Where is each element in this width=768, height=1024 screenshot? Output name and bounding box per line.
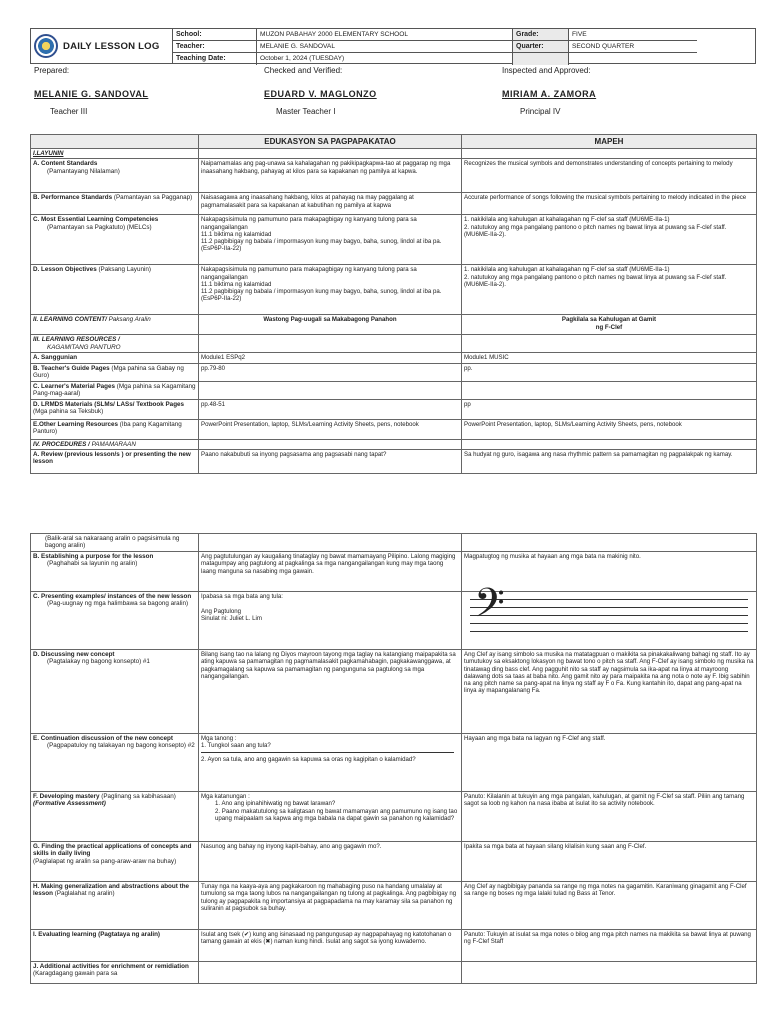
learning-resources-sub: KAGAMITANG PANTURO [47,343,121,351]
row-label-performance-standards [31,193,199,215]
learning-content-mapeh [462,315,757,335]
f-clef-staff [464,580,754,639]
empty-cell [462,962,757,984]
school-label: School: [173,29,257,41]
application-mapeh: Ipakita sa mga bata at hayaan silang kilalisin kung saan ang F-Clef. [462,842,757,882]
empty-cell [199,381,462,399]
melcs-label: C. Most Essential Learning Competencies [33,216,159,224]
continuation-mapeh: Hayaan ang mga bata na lagyan ng F-Clef ang staff. [462,734,757,792]
lesson-objectives-label: D. Lesson Objectives [33,266,97,274]
quarter-value: SECOND QUARTER [569,41,697,53]
empty-cell [462,335,757,353]
row-label-additional-activities [31,962,199,984]
performance-standards-mapeh: Accurate performance of songs following the musical symbols pertaining to melody indicated in the piece [462,193,757,215]
row-label-lesson-objectives [31,265,199,315]
empty-cell [462,439,757,449]
grade-label: Grade: [513,29,569,41]
row-label-learning-content [31,315,199,335]
additional-activities-sub: (Karagdagang gawain para sa [33,970,118,978]
mastery-esp-line: 1. Ano ang ipinahihiwatig ng bawat larawan? [215,800,336,808]
answer-line [201,752,454,753]
checked-label: Checked and Verified: [264,66,343,75]
learning-resources-label: III. LEARNING RESOURCES / [33,336,120,344]
examples-esp-line: Ipabasa sa mga bata ang tula: [201,593,283,600]
section-layunin: I.LAYUNIN [31,149,199,159]
lesson-objectives-mapeh [462,265,757,315]
continuation-esp [199,734,462,792]
staff-line [470,607,748,608]
melcs-mapeh-line: 1. nakikilala ang kahulugan at kahalagahan ng F-clef sa staff (MU6ME-IIa-1) [464,216,670,224]
review-esp: Paano nakabubuti sa inyong pagsasama ang pagsasabi nang tapat? [199,449,462,473]
staff-line [470,615,748,616]
teachers-guide-mapeh: pp. [462,363,757,381]
application-esp: Nasunog ang bahay ng inyong kapit-bahay, ano ang gagawin mo?. [199,842,462,882]
procedures-sub: PAMAMARAAN [91,440,136,448]
row-label-examples [31,592,199,650]
grade-value: FIVE [569,29,697,41]
lesson-objectives-esp [199,265,462,315]
evaluation-label: I. Evaluating learning [33,931,97,938]
continuation-label: E. Continuation discussion of the new concept [33,735,173,742]
row-label-learning-resources [31,335,199,353]
row-label-sanggunian: A. Sanggunian [31,353,199,363]
row-label-application [31,842,199,882]
learning-content-sub: Paksang Aralin [108,316,151,324]
checked-name: EDUARD V. MAGLONZO [264,89,377,99]
teachers-guide-label: B. Teacher's Guide Pages [33,364,110,372]
performance-standards-esp: Naisasagawa ang inaasahang hakbang, kilos at pahayag na may paggalang at pagmamalasakit para sa kapakanan at kabutihan ng pamilya at kapwa [199,193,462,215]
row-label-continuation [31,734,199,792]
staff-line [470,631,748,632]
purpose-esp: Ang pagtutulungan ay kaugaliang tinataglay ng bawat mamamayang Pilipino. Lalong magiging matagumpay ang pagtulong at pagkalinga sa mga nangangailangan kung may mga taong laang manguna sa nasabing mga gawain. [199,552,462,592]
mastery-label: F. Developing mastery [33,793,100,800]
row-label-new-concept [31,650,199,734]
purpose-sub: (Paghahabi sa layunin ng aralin) [47,560,138,568]
empty-cell [462,534,757,552]
sanggunian-esp: Module1 ESPq2 [199,353,462,363]
signature-block [30,64,756,134]
performance-standards-sub: (Pamantayan sa Pagganap) [113,194,193,202]
date-value: October 1, 2024 (TUESDAY) [257,53,513,65]
melcs-sub: (Pamantayan sa Pagkatuto) (MELCs) [47,223,152,231]
date-label: Teaching Date: [173,53,257,65]
learners-material-sub: (Mga pahina sa Kagamitang Pang-mag-aaral) [33,382,196,397]
header-logo-cell [31,29,173,63]
page-1 [30,28,756,474]
mastery-mapeh: Panuto: Kilalanin at tukuyin ang mga pangalan, kahulugan, at gamit ng F-Clef sa staff. Piliin ang tamang sagot sa loob ng kahon na nasa ibaba at isulat ito sa activity notebook. [462,792,757,842]
row-label-content-standards [31,159,199,193]
school-value: MUZON PABAHAY 2000 ELEMENTARY SCHOOL [257,29,513,41]
mastery-esp [199,792,462,842]
poem-title: Ang Pagtulong [201,607,241,615]
new-concept-mapeh: Ang Clef ay isang simbolo sa musika na matatagpuan o makikita sa pinakakaliwang bahagi ng staff. Ito ay tumutukoy sa eksaktong lokasyon ng bawat tono o pitch sa staff. Ang F-Clef ay isang simbolo ng musika na tinatawag ding bass clef. Ang pagguhit nito sa staff ay nagsimula sa ika-apat na linya at mayroong dalawang dots sa taas at baba nito. Ang gamit nito ay para maipakita na ang nota o note ay F. Ibig sabihin na ang pitch name sa pang-apat na linya ng staff ay F o Fa. Kung kantahin ito, dapat ang pang-apat na linya ay mapangalanang Fa. [462,650,757,734]
continuation-esp-line: 2. Ayon sa tula, ano ang gagawin sa kapuwa sa oras ng kagipitan o kalamidad? [201,755,416,763]
teacher-label: Teacher: [173,41,257,53]
learning-content-esp: Wastong Pag-uugali sa Makabagong Panahon [199,315,462,335]
lesson-objectives-mapeh-line: 2. natutukoy ang mga pangalang pantono o pitch names ng bawat linya at puwang sa F-clef staff. (MU6ME-IIa-2). [464,273,727,288]
empty-cell [462,149,757,159]
lesson-table-page-1 [30,134,757,474]
additional-activities-label: J. Additional activities for enrichment or remidiation [33,963,189,970]
lesson-objectives-esp-line: Nakapagsisimula ng pamumuno para makapagbigay ng kanyang tulong para sa nangangailangan [201,266,417,281]
row-label-other-resources [31,419,199,439]
staff-line [470,599,748,600]
application-sub: (Paglalapat ng aralin sa pang-araw-araw na buhay) [33,857,177,865]
row-label-learners-material [31,381,199,399]
new-concept-esp: Bilang isang tao na lalang ng Diyos mayroon tayong mga taglay na katangiang maipapakita sa ating kapuwa sa pamamagitan ng pagmamalasakit pagkamahabagin, pagkakawanggawa, at pagkamagalang sa kapuwa sa pamamagitan ng pangunguna sa pagtulong sa mga nangangailangan. [199,650,462,734]
row-label-purpose [31,552,199,592]
melcs-mapeh-line: 2. natutukoy ang mga pangalang pantono o pitch names ng bawat linya at puwang sa F-clef staff. (MU6ME-IIa-2). [464,223,727,238]
melcs-esp-line: Nakapagsisimula ng pamumuno para makapagbigay ng kanyang tulong para sa nangangailangan [201,216,417,231]
examples-esp [199,592,462,650]
empty-cell [199,962,462,984]
lrmds-mapeh: pp [462,399,757,419]
examples-label: C. Presenting examples/ instances of the new lesson [33,593,192,600]
row-label-procedures [31,439,199,449]
lesson-objectives-mapeh-line: 1. nakikilala ang kahulugan at kahalagahan ng F-clef sa staff (MU6ME-IIa-1) [464,266,670,274]
performance-standards-label: B. Performance Standards [33,194,113,202]
procedures-label: IV. PROCEDURES / [33,440,90,448]
approved-name: MIRIAM A. ZAMORA [502,89,597,99]
empty-cell [199,335,462,353]
approved-role: Principal IV [520,107,561,116]
melcs-esp-line: 11.2 pagbibigay ng babala / impormasyon kung may bagyo, baha, sunog, lindol at iba pa. (EsP6P-IIa-22) [201,238,442,253]
teachers-guide-esp: pp.79-80 [199,363,462,381]
other-resources-esp: PowerPoint Presentation, laptop, SLMs/Learning Activity Sheets, pens, notebook [199,419,462,439]
content-standards-sub: (Pamantayang Nilalaman) [47,167,120,175]
other-resources-mapeh: PowerPoint Presentation, laptop, SLMs/Learning Activity Sheets, pens, notebook [462,419,757,439]
empty-cell [199,534,462,552]
lesson-objectives-esp-line: 11.2 pagbibigay ng babala / impormasyon kung may bagyo, baha, sunog, lindol at iba pa. (EsP6P-IIa-22) [201,288,442,303]
empty-cell [199,439,462,449]
f-clef-icon: 𝄢 [474,580,505,636]
deped-seal-icon [34,34,58,58]
prepared-role: Teacher III [50,107,88,116]
melcs-mapeh [462,215,757,265]
column-header-mapeh: MAPEH [462,135,757,149]
generalization-mapeh: Ang Clef ay nagbibigay pananda sa range ng mga notes na gagamitin. Karaniwang ginagamit ang F-Clef sa range ng boses ng mga lalaki tulad ng Bass at Tenor. [462,882,757,930]
page-2 [30,533,756,984]
teachers-guide-sub: (Mga pahina sa Gabay ng Guro) [33,364,184,379]
review-mapeh: Sa hudyat ng guro, isagawa ang nasa rhythmic pattern sa pamamagitan ng pagpalakpak ng kamay. [462,449,757,473]
teacher-value: MELANIE G. SANDOVAL [257,41,513,53]
empty-cell [462,381,757,399]
new-concept-sub: (Pagtalakay ng bagong konsepto) #1 [47,658,150,666]
learning-content-mapeh-line: ng F-Clef [595,323,623,331]
evaluation-mapeh: Panuto: Tukuyin at isulat sa mga notes o bilog ang mga pitch names na makikita sa bawat linya at puwang ng F-Clef Staff [462,930,757,962]
review-continuation-label: (Balik-aral sa nakaraang aralin o pagsisimula ng bagong aralin) [31,534,199,552]
lrmds-esp: pp.48-51 [199,399,462,419]
lesson-objectives-esp-line: 11.1 biktima ng kalamidad [201,280,272,288]
formative-assessment-label: (Formative Assessment) [33,800,106,808]
mastery-esp-line: Mga katanungan : [201,793,250,800]
poem-author: Sinulat ni: Juliet L. Lim [201,614,262,622]
document-title: DAILY LESSON LOG [63,40,160,52]
continuation-sub: (Pagpapatuloy ng talakayan ng bagong konsepto) #2 [47,742,195,750]
generalization-esp: Tunay nga na kaaya-aya ang pagkakaroon ng mahabaging puso na handang umalalay at tumulong sa mga taong lubos na nangangailangan ng tulong at pagkalinga. Ang pagbibigay ng tulong ay pagpapakita ng importansiya at pagpapadama na may karamay sila sa panahon ng suliranin at pagsubok sa buhay. [199,882,462,930]
melcs-esp [199,215,462,265]
content-standards-label: A. Content Standards [33,160,98,168]
quarter-label: Quarter: [513,41,569,53]
learning-content-label: II. LEARNING CONTENT/ [33,316,107,324]
header-grid [173,29,755,63]
melcs-esp-line: 11.1 biktima ng kalamidad [201,230,272,238]
sanggunian-mapeh: Module1 MUSIC [462,353,757,363]
row-label-teachers-guide [31,363,199,381]
lrmds-label: D. LRMDS Materials (SLMs/ LASs/ Textbook Pages [33,400,185,408]
purpose-mapeh: Magpatugtog ng musika at hayaan ang mga bata na makinig nito. [462,552,757,592]
content-standards-mapeh: Recognizes the musical symbols and demonstrates understanding of concepts pertaining to melody [462,159,757,193]
column-header-esp: EDUKASYON SA PAGPAPAKATAO [199,135,462,149]
examples-sub: (Pag-uugnay ng mga halimbawa sa bagong aralin) [47,600,189,608]
row-label-generalization [31,882,199,930]
learners-material-label: C. Learner's Material Pages [33,382,115,390]
corner-cell [31,135,199,149]
other-resources-sub: (Iba pang Kagamitang Panturo) [33,420,182,435]
mastery-sub: (Paglinang sa kabihasaan) [101,793,176,800]
continuation-esp-line: 1. Tungkol saan ang tula? [201,742,271,750]
lesson-table-page-2 [30,533,757,984]
purpose-label: B. Establishing a purpose for the lesson [33,553,154,560]
row-label-lrmds [31,399,199,419]
new-concept-label: D. Discussing new concept [33,651,115,658]
staff-line [470,623,748,624]
approved-label: Inspected and Approved: [502,66,591,75]
lrmds-sub: (Mga pahina sa Teksbuk) [33,407,104,415]
checked-role: Master Teacher I [276,107,336,116]
prepared-label: Prepared: [34,66,70,75]
learning-content-mapeh-line: Pagkilala sa Kahulugan at Gamit [561,316,657,324]
mastery-esp-line: 2. Paano makatutulong sa kaligtasan ng bawat mamamayan ang pamumuno ng isang tao upang maipaalam sa kapwa ang mga babala na dapat gawin sa panahon ng kalamidad? [215,807,458,822]
lesson-objectives-sub: (Paksang Layunin) [98,266,151,274]
evaluation-esp: Isulat ang tsek (✔) kung ang isinasaad ng pangungusap ay nagpapahayag ng katotohanan o tamang gawain at ekis (✖) naman kung hindi. Isulat ang sagot sa iyong kuwaderno. [199,930,462,962]
application-label: G. Finding the practical applications of concepts and skills in daily living [33,843,192,858]
content-standards-esp: Naipamamalas ang pag-unawa sa kahalagahan ng pakikipagkapwa-tao at paggarap ng mga inaasahang hakbang, pahayag at kilos para sa kapakanan ng pamilya at kapwa. [199,159,462,193]
empty-cell [199,149,462,159]
generalization-sub: (Paglalahat ng aralin) [54,890,115,898]
header-table [30,28,756,64]
examples-mapeh [462,580,757,650]
prepared-name: MELANIE G. SANDOVAL [34,89,149,99]
row-label-evaluation [31,930,199,962]
continuation-esp-line: Mga tanong : [201,735,237,742]
generalization-label: H. Making generalization and abstractions about the lesson [33,883,190,898]
row-label-melcs [31,215,199,265]
other-resources-label: E.Other Learning Resources [33,420,119,428]
evaluation-sub: (Pagtataya ng aralin) [98,931,161,938]
row-label-mastery [31,792,199,842]
row-label-review: A. Review (previous lesson/s ) or presenting the new lesson [31,449,199,473]
